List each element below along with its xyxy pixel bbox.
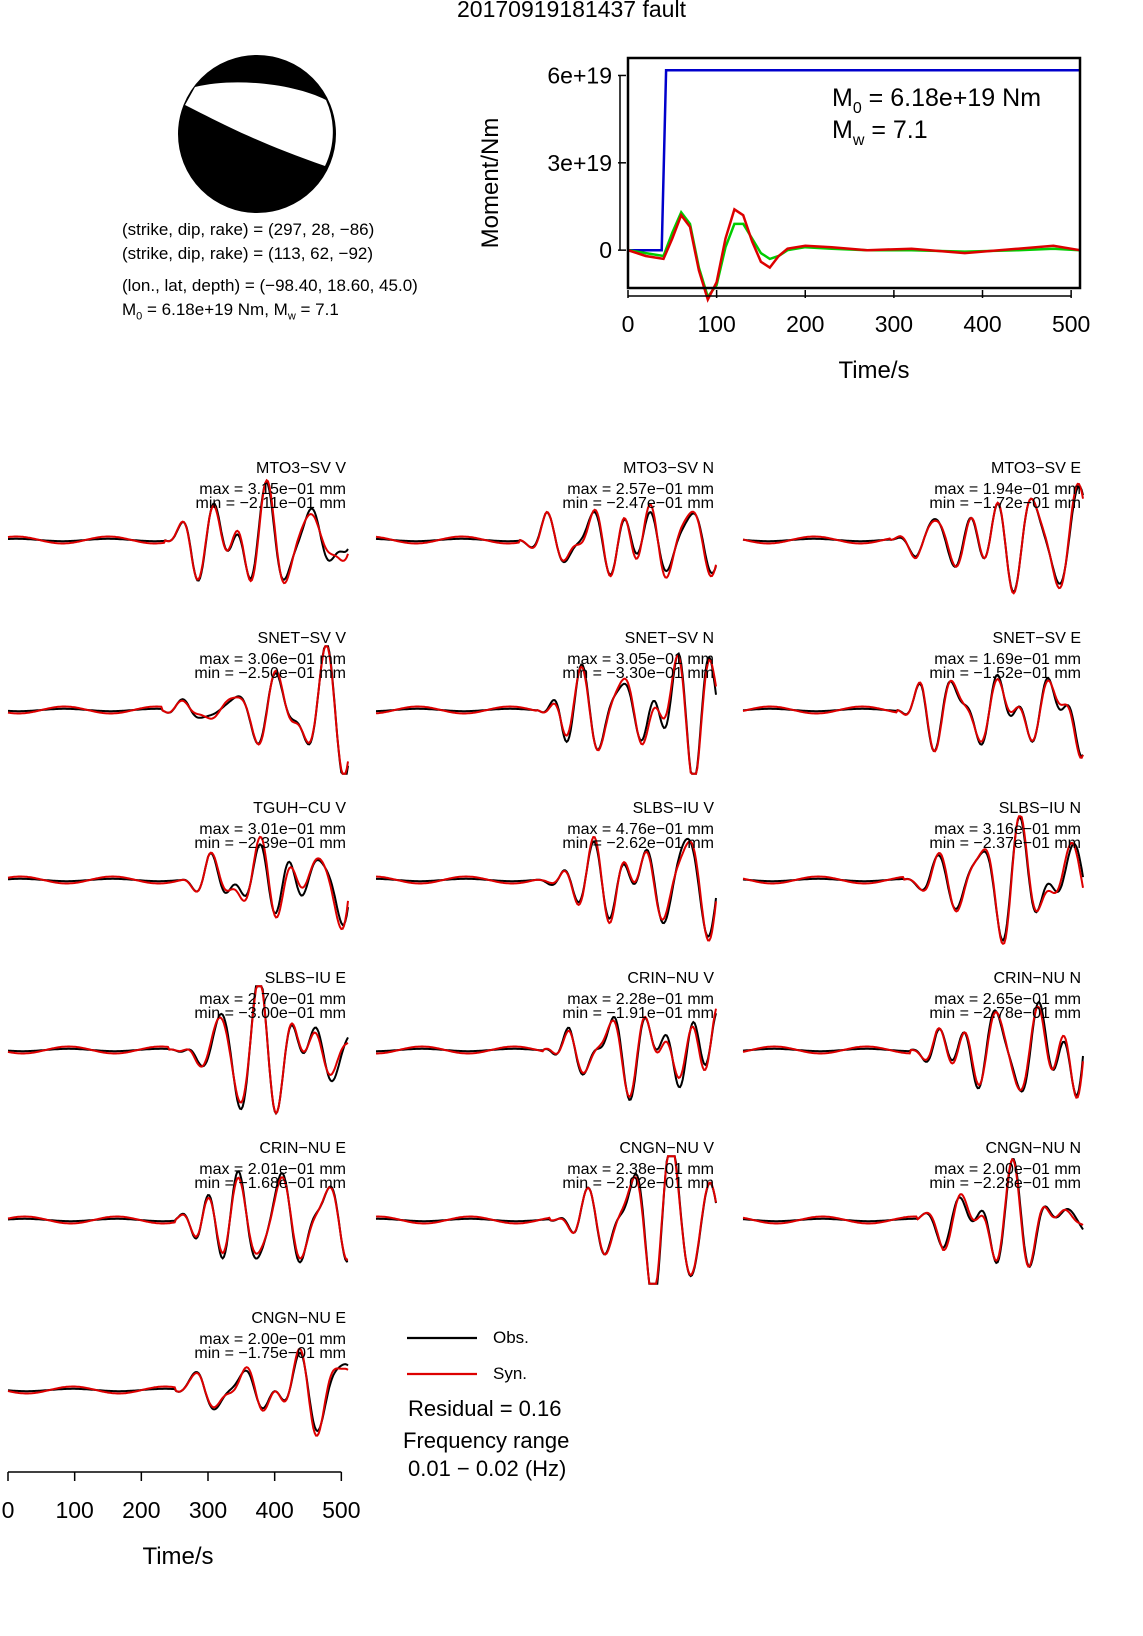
- frequency-range-value: 0.01 − 0.02 (Hz): [408, 1456, 567, 1481]
- moment-magnitude-line: [122, 300, 339, 322]
- legend-obs-label: Obs.: [493, 1328, 529, 1347]
- station-label: CRIN−NU N: [993, 970, 1081, 987]
- time-axis-tick-label: 400: [255, 1497, 294, 1523]
- time-axis-tick-label: 500: [322, 1497, 361, 1523]
- stf-annotation-m0: $M_0 = 6.18e+19$ Nm: [832, 84, 1042, 117]
- time-axis-label: Time/s: [142, 1543, 214, 1570]
- legend-lines: [405, 1330, 485, 1380]
- stf-ytick-label: 0: [599, 237, 612, 264]
- waveform-panels: [0, 440, 1143, 1636]
- min-amplitude-label: min = −1.75e−01 mm: [194, 1345, 346, 1362]
- mw-subscript: w: [287, 310, 296, 323]
- min-amplitude-label: min = −2.50e−01 mm: [194, 665, 346, 682]
- waveform-panel: [8, 460, 348, 583]
- min-amplitude-label: min = −1.52e−01 mm: [929, 665, 1081, 682]
- waveform-panel: [743, 1140, 1083, 1267]
- station-label: CNGN−NU E: [251, 1310, 346, 1327]
- waveform-panel: [376, 460, 716, 578]
- waveform-panel: [8, 800, 348, 929]
- max-amplitude-label: max = 2.65e−01 mm: [934, 991, 1081, 1008]
- min-amplitude-label: min = −2.11e−01 mm: [195, 495, 346, 512]
- max-amplitude-label: max = 3.16e−01 mm: [934, 821, 1081, 838]
- m0-symbol: M: [122, 300, 137, 319]
- waveform-panel: [8, 630, 348, 774]
- station-label: SLBS−IU E: [264, 970, 346, 987]
- max-amplitude-label: max = 4.76e−01 mm: [567, 821, 714, 838]
- min-amplitude-label: min = −1.68e−01 mm: [194, 1175, 346, 1192]
- max-amplitude-label: max = 1.94e−01 mm: [934, 481, 1081, 498]
- waveform-panel: [743, 630, 1083, 758]
- min-amplitude-label: min = −2.62e−01 mm: [562, 835, 714, 852]
- stf-xtick-label: 0: [621, 311, 635, 337]
- nodal-plane-2: (strike, dip, rake) = (113, 62, −92): [122, 244, 374, 263]
- waveform-panel: [376, 800, 716, 941]
- waveform-panel: [376, 630, 716, 774]
- station-label: CNGN−NU V: [619, 1140, 714, 1157]
- hypocenter-location: (lon., lat, depth) = (−98.40, 18.60, 45.0): [122, 276, 418, 295]
- station-label: SLBS−IU V: [632, 800, 714, 817]
- frequency-range-label: Frequency range: [403, 1428, 570, 1453]
- figure-title: 20170919181437 fault: [457, 0, 686, 22]
- station-label: SLBS−IU N: [998, 800, 1081, 817]
- max-amplitude-label: max = 2.70e−01 mm: [199, 991, 346, 1008]
- max-amplitude-label: max = 3.05e−01 mm: [567, 651, 714, 668]
- time-axis-tick-label: 300: [188, 1497, 228, 1523]
- max-amplitude-label: max = 2.00e−01 mm: [934, 1161, 1081, 1178]
- station-label: MTO3−SV E: [991, 460, 1081, 477]
- station-label: MTO3−SV V: [256, 460, 346, 477]
- stf-xtick-label: 500: [1051, 311, 1091, 337]
- stf-ylabel: Moment/Nm: [477, 117, 504, 249]
- max-amplitude-label: max = 3.01e−01 mm: [199, 821, 346, 838]
- stf-annotation-mw: $M_w = 7.1$: [832, 116, 928, 149]
- station-label: CRIN−NU E: [259, 1140, 346, 1157]
- waveform-panel: [743, 460, 1083, 593]
- beachball-diagram: [175, 52, 340, 217]
- waveform-panel: [376, 1140, 716, 1284]
- min-amplitude-label: min = −1.72e−01 mm: [929, 495, 1081, 512]
- synthetic-trace: [376, 837, 716, 940]
- station-label: SNET−SV N: [624, 630, 714, 647]
- waveform-time-axis: [2, 1472, 361, 1570]
- waveform-panel: [376, 970, 716, 1100]
- stf-ytick-label: 3e+19: [547, 149, 612, 176]
- station-label: SNET−SV E: [992, 630, 1081, 647]
- max-amplitude-label: max = 3.06e−01 mm: [199, 651, 346, 668]
- station-label: CRIN−NU V: [627, 970, 714, 987]
- stf-xtick-label: 300: [874, 311, 914, 337]
- m0-subscript: 0: [136, 310, 143, 323]
- max-amplitude-label: max = 2.38e−01 mm: [567, 1161, 714, 1178]
- synthetic-trace: [743, 679, 1083, 758]
- stf-xlabel: Time/s: [838, 357, 910, 384]
- max-amplitude-label: max = 1.69e−01 mm: [934, 651, 1081, 668]
- m0-value: = 6.18e+19 Nm, M: [142, 300, 288, 319]
- min-amplitude-label: min = −2.78e−01 mm: [929, 1005, 1081, 1022]
- min-amplitude-label: min = −2.02e−01 mm: [562, 1175, 714, 1192]
- stf-ytick-label: 6e+19: [547, 62, 612, 89]
- observed-trace: [743, 675, 1083, 757]
- max-amplitude-label: max = 3.15e−01 mm: [199, 481, 346, 498]
- observed-trace: [8, 844, 348, 925]
- min-amplitude-label: min = −3.30e−01 mm: [562, 665, 714, 682]
- max-amplitude-label: max = 2.57e−01 mm: [567, 481, 714, 498]
- station-label: MTO3−SV N: [623, 460, 714, 477]
- min-amplitude-label: min = −2.39e−01 mm: [194, 835, 346, 852]
- legend-syn-label: Syn.: [493, 1364, 528, 1383]
- waveform-panel: [8, 1310, 348, 1436]
- time-axis-tick-label: 200: [122, 1497, 161, 1523]
- residual-text: Residual = 0.16: [408, 1396, 562, 1421]
- waveform-panel: [8, 1140, 348, 1262]
- moment-rate-chart: [470, 40, 1120, 400]
- max-amplitude-label: max = 2.01e−01 mm: [199, 1161, 346, 1178]
- waveform-panel: [8, 970, 348, 1114]
- min-amplitude-label: min = −2.37e−01 mm: [929, 835, 1081, 852]
- mw-value: = 7.1: [295, 300, 339, 319]
- max-amplitude-label: max = 2.28e−01 mm: [567, 991, 714, 1008]
- time-axis-tick-label: 100: [55, 1497, 94, 1523]
- min-amplitude-label: min = −2.28e−01 mm: [929, 1175, 1081, 1192]
- station-label: TGUH−CU V: [253, 800, 346, 817]
- waveform-panel: [743, 970, 1083, 1098]
- station-label: SNET−SV V: [257, 630, 346, 647]
- observed-trace: [376, 839, 716, 937]
- stf-xtick-label: 200: [786, 311, 825, 337]
- stf-xtick-label: 100: [697, 311, 736, 337]
- max-amplitude-label: max = 2.00e−01 mm: [199, 1331, 346, 1348]
- min-amplitude-label: min = −2.47e−01 mm: [562, 495, 714, 512]
- stf-xtick-label: 400: [963, 311, 1002, 337]
- station-label: CNGN−NU N: [985, 1140, 1081, 1157]
- stf-series-2: [628, 209, 1080, 299]
- nodal-plane-1: (strike, dip, rake) = (297, 28, −86): [122, 220, 375, 239]
- time-axis-tick-label: 0: [1, 1497, 15, 1523]
- observed-trace: [376, 1013, 716, 1100]
- waveform-panel: [743, 800, 1083, 944]
- min-amplitude-label: min = −1.91e−01 mm: [562, 1005, 714, 1022]
- min-amplitude-label: min = −3.00e−01 mm: [194, 1005, 346, 1022]
